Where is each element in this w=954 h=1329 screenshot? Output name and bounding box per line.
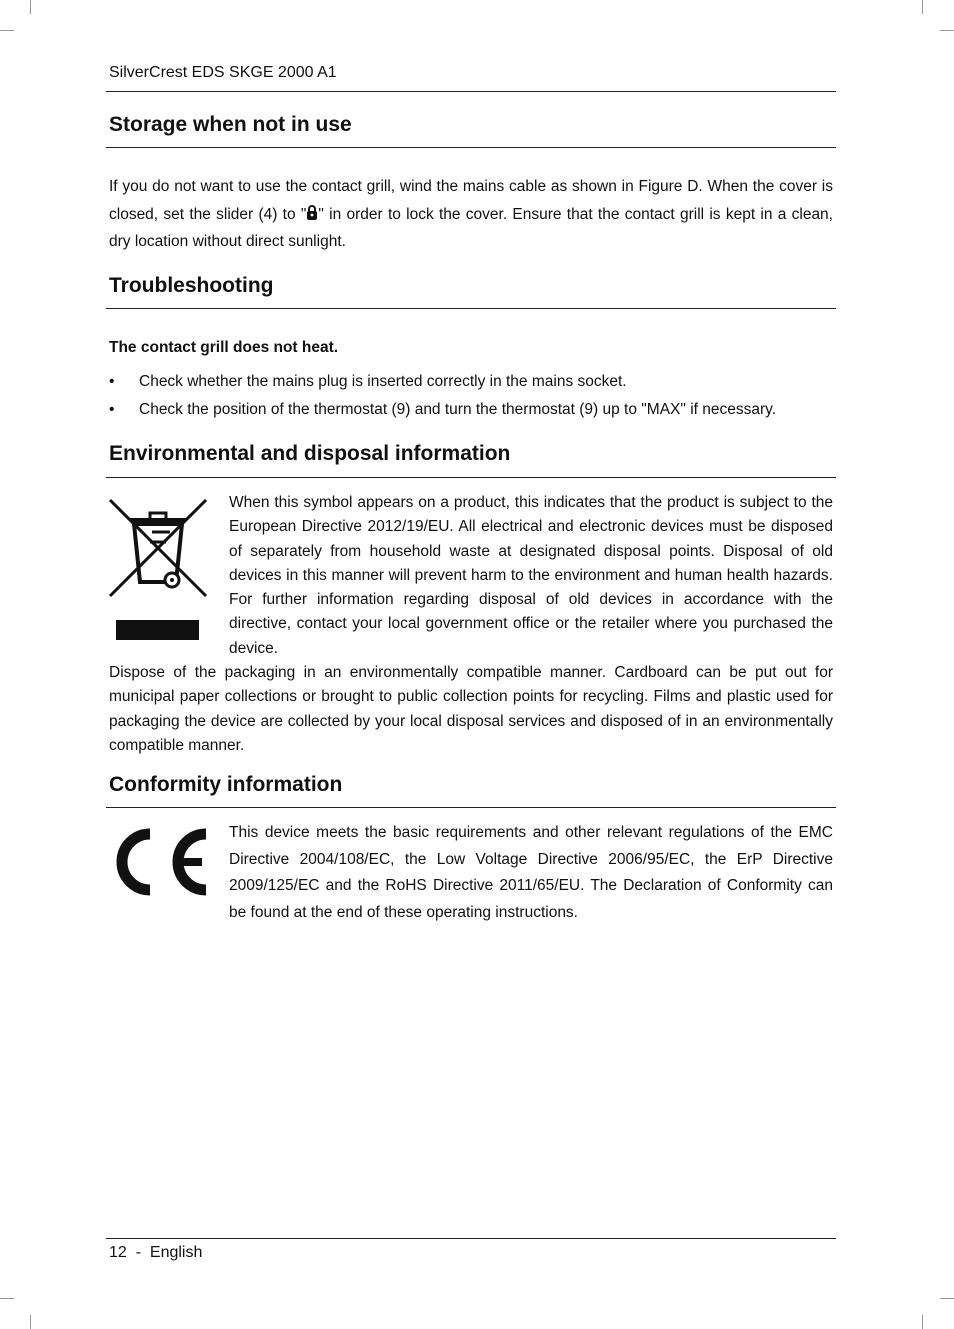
- section-title-environment: Environmental and disposal information: [109, 442, 511, 465]
- bullet-icon: •: [109, 401, 115, 418]
- problem-heading: The contact grill does not heat.: [109, 339, 339, 356]
- footer-separator: -: [135, 1244, 142, 1261]
- section-rule: [106, 308, 836, 309]
- weee-crossed-bin-icon: [108, 498, 208, 642]
- crop-mark: [940, 1298, 954, 1299]
- bullet-icon: •: [109, 373, 115, 390]
- header-rule: [106, 91, 836, 92]
- running-header: SilverCrest EDS SKGE 2000 A1: [109, 64, 337, 81]
- crop-mark: [0, 1298, 14, 1299]
- conformity-paragraph: This device meets the basic requirements and other relevant regulations of the EMC Directive 2004/108/EC, the Low Voltage Directive 2006/95/EC, the ErP Directive 2009/125/EC and the RoHS Directive 2011/65/EU. The Declaration of Conformity can be found at the end of these operating instructions.: [229, 824, 833, 922]
- list-item: [109, 401, 776, 419]
- lock-icon: [306, 205, 318, 221]
- section-title-conformity: Conformity information: [109, 773, 343, 796]
- storage-paragraph: [109, 173, 833, 256]
- list-item-text: Check whether the mains plug is inserted correctly in the mains socket.: [139, 373, 627, 390]
- section-title-troubleshooting: Troubleshooting: [109, 274, 274, 297]
- crop-mark: [0, 30, 14, 31]
- list-item: [109, 373, 627, 391]
- crop-mark: [922, 0, 923, 14]
- section-title-storage: Storage when not in use: [109, 113, 352, 136]
- footer-rule: [106, 1238, 836, 1239]
- section-rule: [106, 477, 836, 478]
- section-rule: [106, 807, 836, 808]
- crop-mark: [30, 0, 31, 14]
- section-rule: [106, 147, 836, 148]
- crop-mark: [922, 1315, 923, 1329]
- packaging-paragraph: Dispose of the packaging in an environmentally compatible manner. Cardboard can be put out for municipal paper collections or brought to public collection points for recycling. Films and plastic used for packaging the device are collected by your local disposal services and disposed of in an environmentally compatible manner.: [109, 664, 833, 754]
- footer: [109, 1244, 202, 1262]
- crop-mark: [30, 1315, 31, 1329]
- storage-text-after: " in order to lock the cover. Ensure that the contact grill is kept in a clean, dry location without direct sunlight.: [109, 205, 833, 250]
- footer-language: English: [149, 1244, 203, 1261]
- weee-paragraph: When this symbol appears on a product, this indicates that the product is subject to the European Directive 2012/19/EU. All electrical and electronic devices must be disposed of separately from household waste at designated disposal points. Disposal of old devices in this manner will prevent harm to the environment and human health hazards. For further information regarding disposal of old devices in accordance with the directive, contact your local government office or the retailer where you purchased the device.: [229, 494, 833, 657]
- page-number: 12: [109, 1244, 127, 1261]
- storage-text-before: If you do not want to use the contact grill, wind the mains cable as shown in Figure D. When the cover is closed, set the slider (4) to ": [109, 178, 833, 223]
- ce-mark-icon: [108, 826, 208, 898]
- crop-mark: [940, 30, 954, 31]
- list-item-text: Check the position of the thermostat (9) and turn the thermostat (9) up to "MAX" if necessary.: [139, 401, 777, 418]
